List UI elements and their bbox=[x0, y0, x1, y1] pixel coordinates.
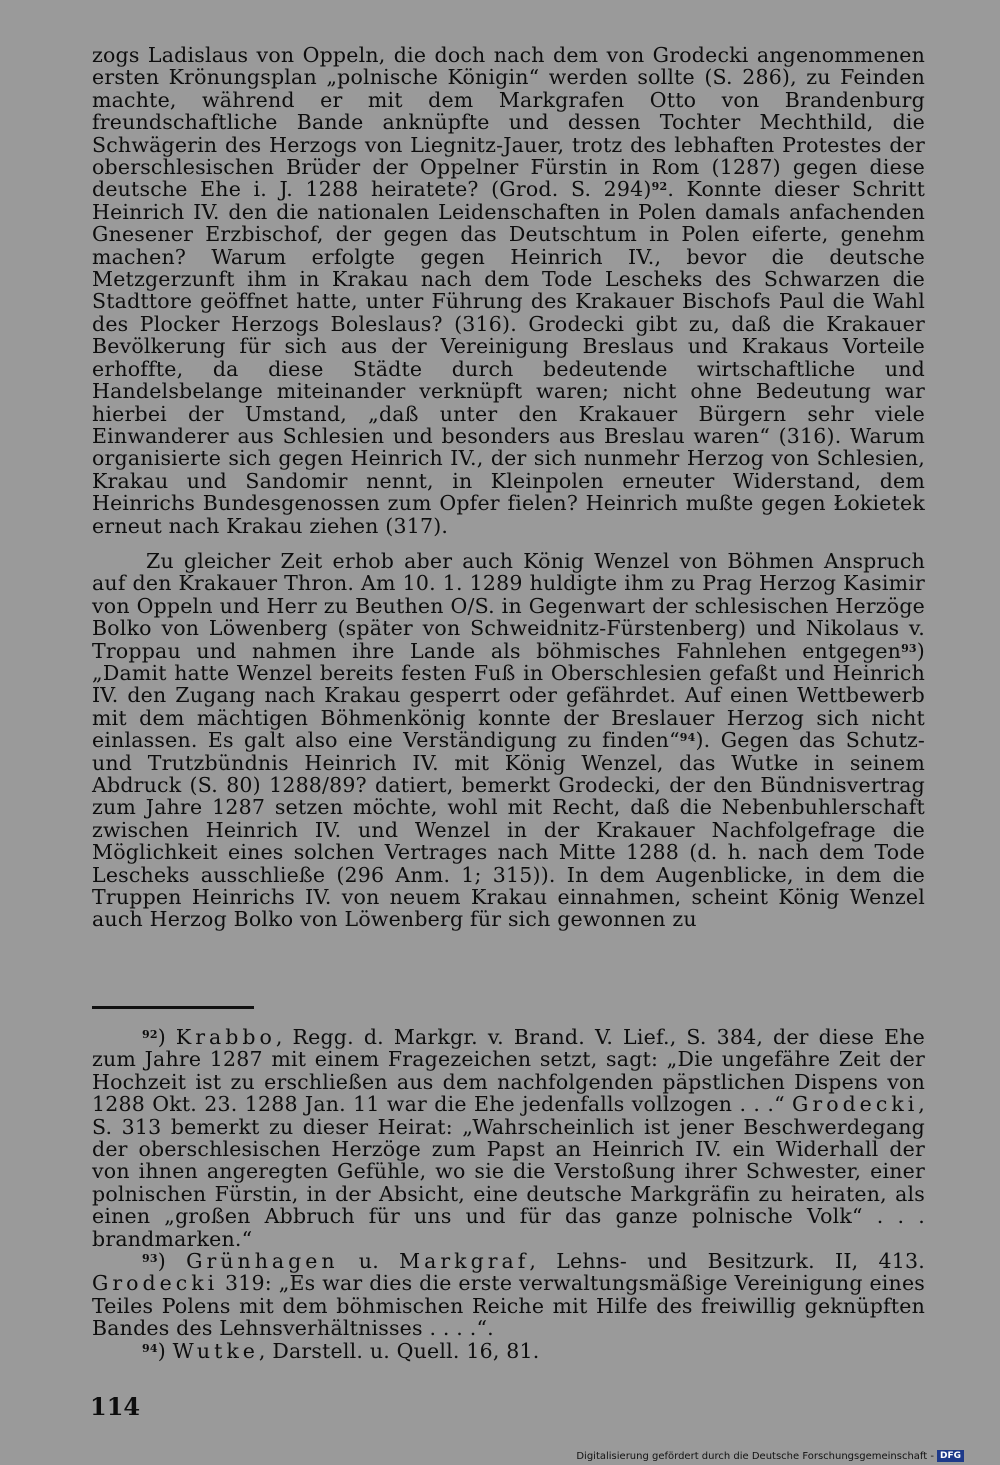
footnote-marker: 92 bbox=[142, 1028, 158, 1041]
footnote: $^{93}$) Grünhagen u. Markgraf, Lehns- und Besitzurk. II, 413. Grodecki 319: „Es war dies die erste verwaltungsmäßige Vereinigung eines Teiles Polens mit dem böhmischen Reiche mit Hilfe des freiwillig geknüpften Bandes des Lehnsverhältnisses . . . .“. bbox=[92, 1249, 925, 1341]
footnote-text: 319: „Es war dies die erste verwaltungsmäßige Vereinigung eines Teiles Polens mit dem böhmischen Reiche mit Hilfe des freiwillig geknüpften Bandes des Lehnsverhältnisses . . . .“. bbox=[92, 1271, 925, 1341]
footnote-text: , Regg. d. Markgr. v. Brand. V. Lief., S. 384, der diese Ehe zum Jahre 1287 mit einem Fragezeichen setzt, sagt: „Die ungefähre Zeit der Hochzeit ist zu erschließen aus dem nachfolgenden päpstlichen Dispens von 1288 Okt. 23. 1288 Jan. 11 war die Ehe jedenfalls vollzogen . . .“ bbox=[92, 1025, 925, 1117]
footnote-author: Grodecki bbox=[792, 1092, 919, 1117]
footnote-text: , S. 313 bemerkt zu dieser Heirat: „Wahrscheinlich ist jener Beschwerdegang der oberschlesischen Herzöge zum Papst an Heinrich IV. ein Widerhall der von ihnen angeregten Gefühle, wo sie die Verstoßung ihrer Schwester, einer polnischen Fürstin, in der Absicht, eine deutsche Markgräfin zu heiraten, als einen „großen Abbruch für uns und für das ganze polnische Volk“ . . . brandmarken.“ bbox=[92, 1092, 925, 1251]
paragraph-text: ). Gegen das Schutz- und Trutzbündnis Heinrich IV. mit König Wenzel, das Wutke in seinem Abdruck (S. 80) 1288/89? datiert, bemerkt Grodecki, der den Bündnisvertrag zum Jahre 1287 setzen möchte, wohl mit Recht, daß die Nebenbuhlerschaft zwischen Heinrich IV. und Wenzel in der Krakauer Nachfolgefrage die Möglichkeit eines solchen Vertrages nach Mitte 1288 (d. h. nach dem Tode Lescheks ausschließe (296 Anm. 1; 315)). In dem Augenblicke, in dem die Truppen Heinrichs IV. von neuem Krakau einnahmen, scheint König Wenzel auch Herzog Bolko von Löwenberg für sich gewonnen zu bbox=[92, 728, 926, 932]
digitization-credit bbox=[576, 1450, 964, 1462]
paragraph-text: ) „Damit hatte Wenzel bereits festen Fuß in Oberschlesien gefaßt und Heinrich IV. den Zugang nach Krakau gesperrt oder gefährdet. Auf einen Wettbewerb mit dem mächtigen Böhmenkönig konnte der Breslauer Herzog sich nicht einlassen. Es galt also eine Verständigung zu finden“ bbox=[92, 638, 925, 753]
footnote-marker: 93 bbox=[142, 1252, 158, 1266]
paragraph-text: zogs Ladislaus von Oppeln, die doch nach dem von Grodecki angenommenen ersten Krönungsplan „polnische Königin“ werden sollte (S. 286), zu Feinden machte, während er mit dem Markgrafen Otto von Brandenburg freundschaftliche Bande anknüpfte und dessen Tochter Mechthild, die Schwägerin des Herzogs von Liegnitz-Jauer, trotz des lebhaften Protestes der oberschlesischen Brüder der Oppelner Fürstin in Rom (1287) gegen diese deutsche Ehe i. J. 1288 heiratete? (Grod. S. 294) bbox=[92, 43, 925, 202]
footnote-author: Grünhagen bbox=[186, 1249, 339, 1274]
footnote-text: u. bbox=[338, 1249, 400, 1274]
paragraph-text: . Konnte dieser Schritt Heinrich IV. den die nationalen Leidenschaften in Polen damals anfachenden Gnesener Erzbischof, der gegen das Deutschtum in Polen eiferte, genehm machen? Warum erfolgte gegen Heinrich IV., bevor die deutsche Metzgerzunft ihm in Krakau nach dem Tode Lescheks des Schwarzen die Stadttore geöffnet hatte, unter Führung des Krakauer Bischofs Paul die Wahl des Plocker Herzogs Boleslaus? (316). Grodecki gibt zu, daß die Krakauer Bevölkerung für sich aus der Vereinigung Breslaus und Krakaus Vorteile erhoffte, da diese Städte durch bedeutende wirtschaftliche und Handelsbelange miteinander verknüpft waren; nicht ohne Bedeutung war hierbei der Umstand, „daß unter den Krakauer Bürgern sehr viele Einwanderer aus Schlesien und besonders aus Breslau waren“ (316). Warum organisierte sich gegen Heinrich IV., der sich nunmehr Herzog von Schlesien, Krakau und Sandomir nennt, in Kleinpolen erneuter Widerstand, dem Heinrichs Bundesgenossen zum Opfer fielen? Heinrich mußte gegen Łokietek erneut nach Krakau ziehen (317). bbox=[92, 177, 926, 538]
dfg-logo: DFG bbox=[937, 1450, 964, 1462]
footnote-divider bbox=[92, 1006, 254, 1009]
footnote: $^{92}$) Krabbo, Regg. d. Markgr. v. Brand. V. Lief., S. 384, der diese Ehe zum Jahre 1287 mit einem Fragezeichen setzt, sagt: „Die ungefähre Zeit der Hochzeit ist zu erschließen aus dem nachfolgenden päpstlichen Dispens von 1288 Okt. 23. 1288 Jan. 11 war die Ehe jedenfalls vollzogen . . .“ Grodecki, S. 313 bemerkt zu dieser Heirat: „Wahrscheinlich ist jener Beschwerdegang der oberschlesischen Herzöge zum Papst an Heinrich IV. ein Widerhall der von ihnen angeregten Gefühle, wo sie die Verstoßung ihrer Schwester, einer polnischen Fürstin, in der Absicht, eine deutsche Markgräfin zu heiraten, als einen „großen Abbruch für uns und für das ganze polnische Volk“ . . . brandmarken.“ bbox=[92, 1025, 925, 1251]
paragraph-text: Zu gleicher Zeit erhob aber auch König Wenzel von Böhmen Anspruch auf den Krakauer Thron. Am 10. 1. 1289 huldigte ihm zu Prag Herzog Kasimir von Oppeln und Herr zu Beuthen O/S. in Gegenwart der schlesischen Herzöge Bolko von Löwenberg (später von Schweidnitz-Fürstenberg) und Nikolaus v. Troppau und nahmen ihre Lande als böhmisches Fahnlehen entgegen bbox=[92, 548, 925, 663]
footnote-reference: 92 bbox=[651, 180, 668, 194]
footnote-author: Krabbo bbox=[175, 1025, 276, 1049]
footnote-reference: 93 bbox=[901, 641, 917, 655]
footnotes bbox=[92, 1026, 925, 1362]
paragraph bbox=[92, 550, 925, 931]
page-number: 114 bbox=[90, 1392, 141, 1421]
footnote-marker: 94 bbox=[142, 1341, 158, 1355]
paragraph bbox=[92, 44, 925, 537]
main-text bbox=[92, 44, 925, 931]
footnote-text: , Darstell. u. Quell. 16, 81. bbox=[258, 1338, 540, 1363]
footnote-author: Markgraf bbox=[399, 1249, 530, 1274]
footnote: $^{94}$) Wutke, Darstell. u. Quell. 16, 81. bbox=[142, 1338, 540, 1363]
credit-text: Digitalisierung gefördert durch die Deutsche Forschungsgemeinschaft - bbox=[576, 1450, 934, 1462]
footnote-author: Grodecki bbox=[92, 1271, 219, 1296]
footnote-author: Wutke bbox=[172, 1338, 259, 1363]
footnote-reference: 94 bbox=[679, 731, 696, 745]
footnote-text: , Lehns- und Besitzurk. II, 413. bbox=[529, 1249, 925, 1274]
